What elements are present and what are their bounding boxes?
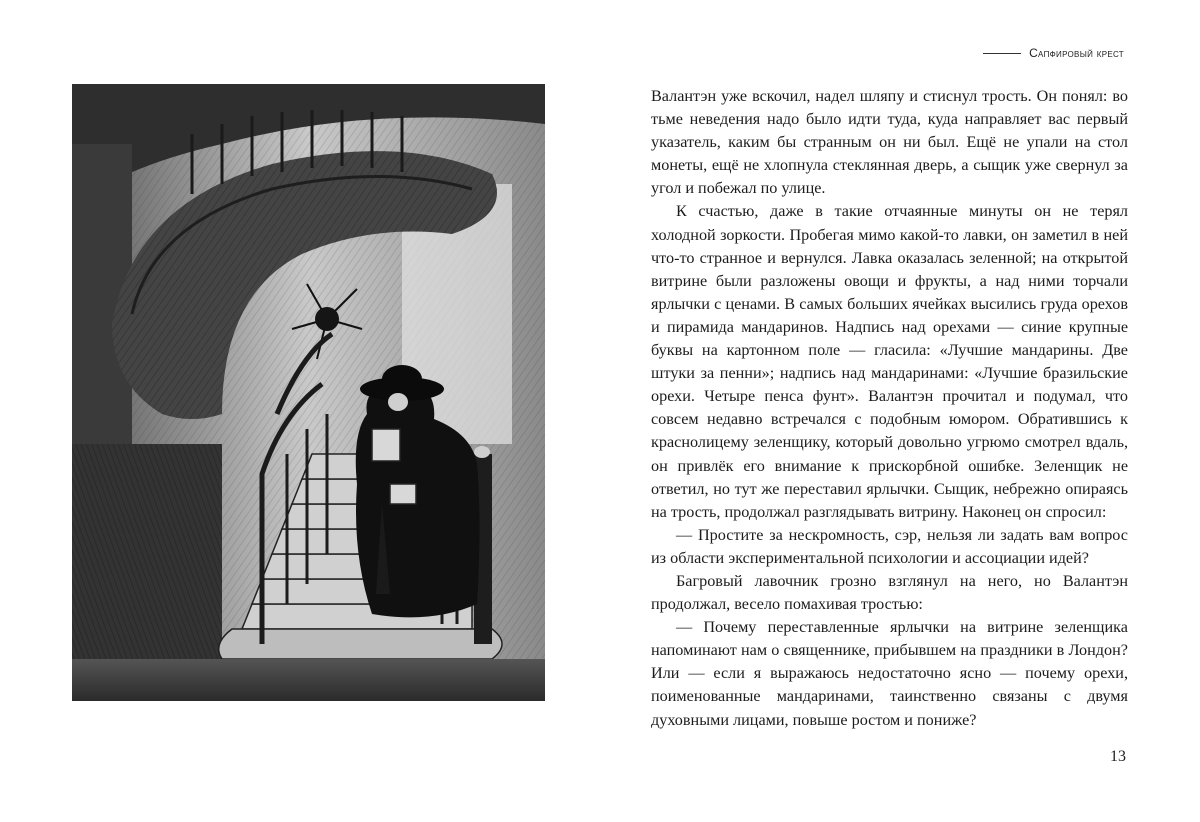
staircase-illustration [72, 84, 545, 701]
paragraph: — Простите за нескромность, сэр, нельзя ли задать вам вопрос из области экспериментальной психологии и ассоциации идей? [651, 525, 1128, 567]
paragraph: Валантэн уже вскочил, надел шляпу и стиснул трость. Он понял: во тьме неведения надо было идти туда, куда направляет вас первый указатель, каким бы странным он ни был. Ещё не упали на стол монеты, ещё не хлопнула стеклянная дверь, а сыщик уже свернул за угол и побежал по улице. [651, 87, 1128, 198]
staircase-illustration-drawing [72, 84, 545, 701]
paragraph: Багровый лавочник грозно взглянул на него, но Валантэн продолжал, весело помахивая тростью: [651, 571, 1128, 614]
paragraph: — Почему переставленные ярлычки на витрине зеленщика напоминают нам о священнике, прибывшем на праздники в Лондон? Или — если я выражаюсь недостаточно ясно — почему орехи, поименованные мандаринами, таинственно связаны с двумя духовными лицами, повыше ростом и пониже? [651, 618, 1128, 729]
paragraph: К счастью, даже в такие отчаянные минуты он не терял холодной зоркости. Пробегая мимо какой-то лавки, он заметил в ней что-то странное и вернулся. Лавка оказалась зеленной; на открытой витрине были разложены овощи и фрукты, а над ними торчали ярлычки с ценами. В самых больших ячейках высились груда орехов и пирамида мандаринов. Надпись над орехами — синие крупные буквы на картонном поле — гласила: «Лучшие мандарины. Две штуки за пенни»; надпись над мандаринами: «Лучшие бразильские орехи. Четыре пенса фунт». Валантэн прочитал и подумал, что совсем недавно встречался с подобным юмором. Обратившись к краснолицему зеленщику, который довольно угрюмо смотрел вдаль, он привлёк его внимание к прискорбной ошибке. Зеленщик не ответил, но тут же переставил ярлычки. Сыщик, небрежно опираясь на трость, продолжал разглядывать витрину. Наконец он спросил: [651, 202, 1128, 521]
running-head [983, 43, 1124, 63]
page-number: 13 [1110, 748, 1126, 765]
body-text [651, 85, 1128, 732]
running-head-rule [983, 53, 1021, 54]
running-title: Сапфировый крест [1029, 46, 1124, 60]
